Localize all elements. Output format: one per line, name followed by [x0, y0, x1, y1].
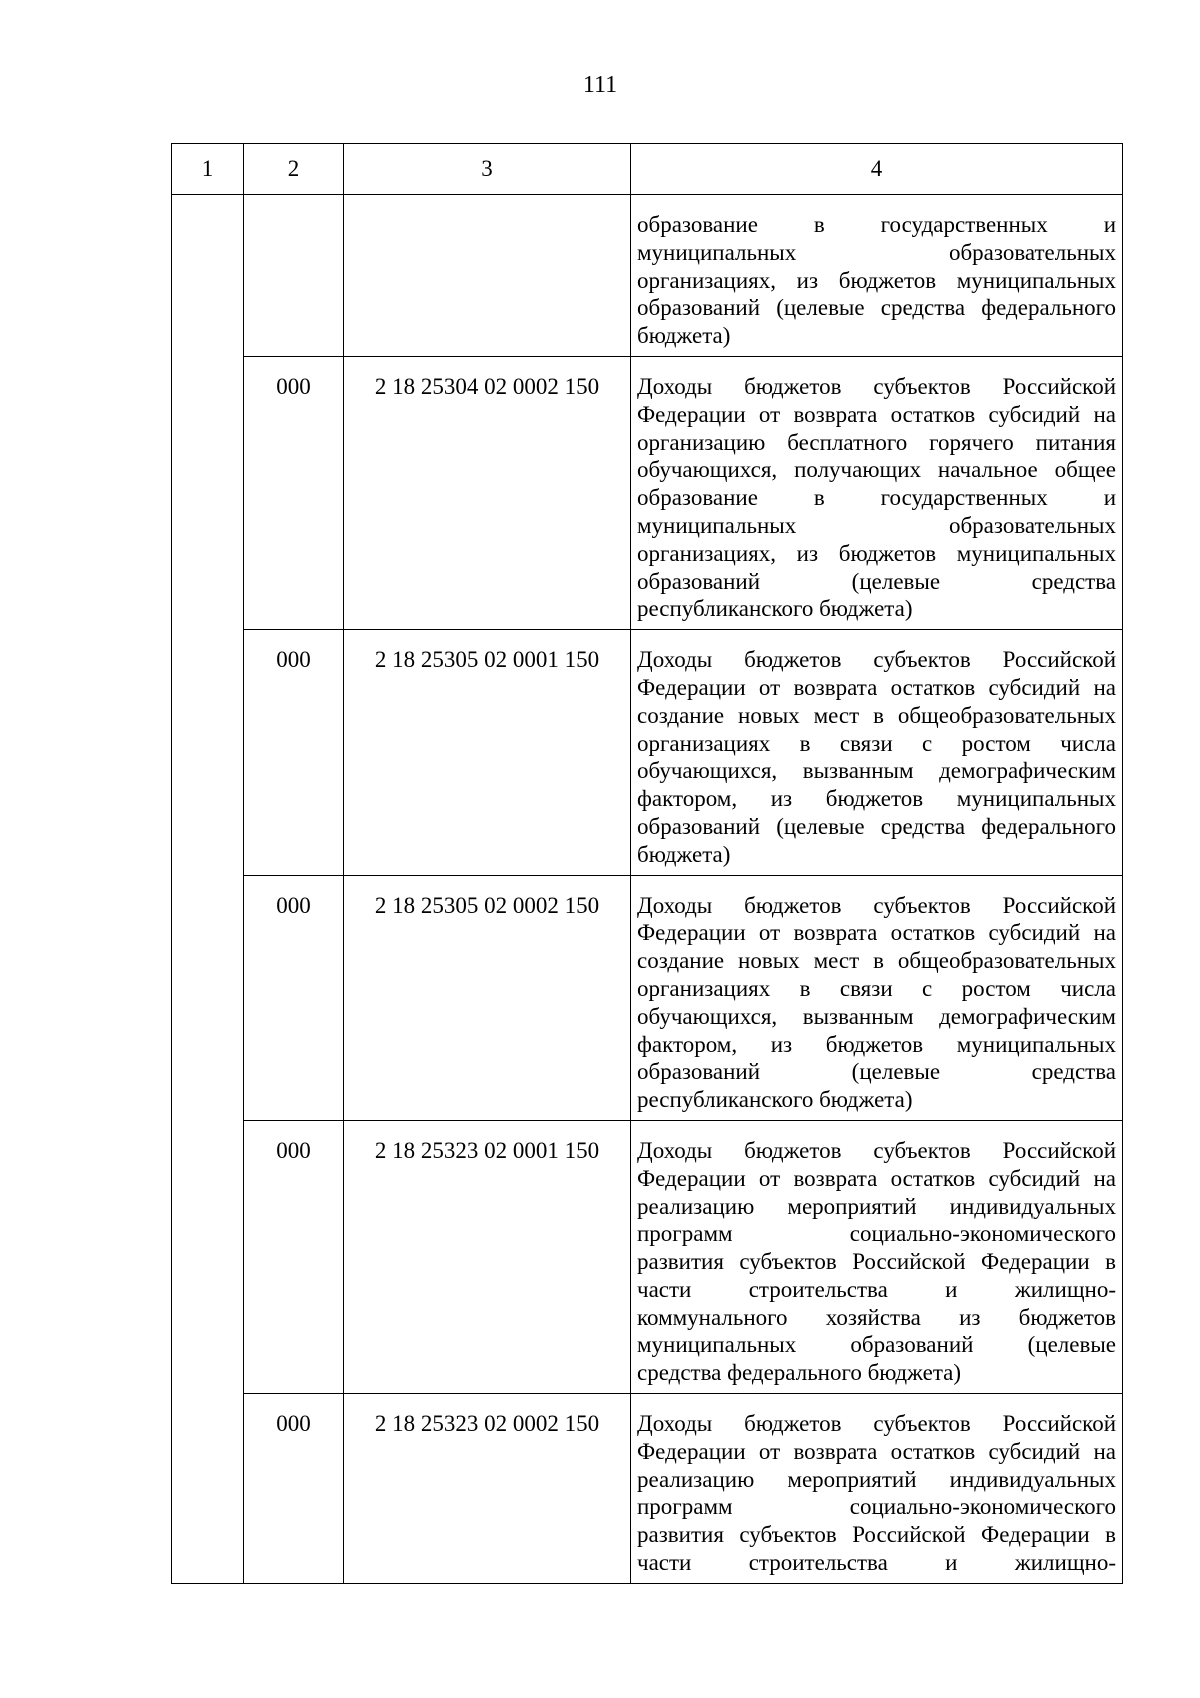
description-line: части строительства и жилищно-	[637, 1276, 1116, 1302]
description-line: образование в государственных и	[637, 485, 1116, 511]
description-cell	[631, 875, 1123, 1120]
budget-code-cell: 2 18 25323 02 0002 150	[344, 1394, 631, 1584]
description-line: образований (целевые средства	[637, 1059, 1116, 1085]
description-line: образований (целевые средства	[637, 568, 1116, 594]
description-line: развития субъектов Российской Федерации в	[637, 1249, 1116, 1275]
description-line: Федерации от возврата остатков субсидий на	[637, 920, 1116, 946]
description-line: муниципальных образований (целевые	[637, 1332, 1116, 1358]
budget-code-cell	[344, 195, 631, 357]
budget-code-cell: 2 18 25323 02 0001 150	[344, 1120, 631, 1393]
budget-code-cell: 2 18 25305 02 0002 150	[344, 875, 631, 1120]
table-row	[172, 875, 1123, 1120]
col1-cell	[172, 195, 244, 1584]
description-line: Федерации от возврата остатков субсидий на	[637, 1438, 1116, 1464]
description-line: создание новых мест в общеобразовательных	[637, 948, 1116, 974]
admin-code-cell: 000	[244, 1394, 344, 1584]
description-line: создание новых мест в общеобразовательных	[637, 702, 1116, 728]
description-line: Доходы бюджетов субъектов Российской	[637, 892, 1116, 918]
description-line: Федерации от возврата остатков субсидий на	[637, 1165, 1116, 1191]
description-line: бюджета)	[637, 323, 731, 349]
admin-code-cell: 000	[244, 630, 344, 875]
page-number: 111	[582, 72, 618, 98]
table-row	[172, 195, 1123, 357]
budget-code-cell: 2 18 25305 02 0001 150	[344, 630, 631, 875]
description-line: коммунального хозяйства из бюджетов	[637, 1304, 1116, 1330]
description-line: обучающихся, получающих начальное общее	[637, 457, 1116, 483]
budget-code-cell: 2 18 25304 02 0002 150	[344, 356, 631, 629]
description-line: бюджета)	[637, 841, 731, 867]
description-line: программ социально-экономического	[637, 1494, 1116, 1520]
header-col-3: 3	[344, 144, 631, 195]
description-line: Федерации от возврата остатков субсидий на	[637, 674, 1116, 700]
description-line: средства федерального бюджета)	[637, 1360, 962, 1386]
admin-code-cell	[244, 195, 344, 357]
description-line: Доходы бюджетов субъектов Российской	[637, 373, 1116, 399]
description-line: фактором, из бюджетов муниципальных	[637, 786, 1116, 812]
description-line: образований (целевые средства федерального	[637, 813, 1116, 839]
description-line: организациях, из бюджетов муниципальных	[637, 540, 1116, 566]
description-line: организациях в связи с ростом числа	[637, 730, 1116, 756]
table-row	[172, 356, 1123, 629]
description-line: части строительства и жилищно-	[637, 1550, 1116, 1576]
description-cell	[631, 356, 1123, 629]
description-line: организацию бесплатного горячего питания	[637, 429, 1116, 455]
table-body	[172, 195, 1123, 1584]
description-line: обучающихся, вызванным демографическим	[637, 1003, 1116, 1029]
table-row	[172, 630, 1123, 875]
description-line: образование в государственных и	[637, 212, 1116, 237]
header-col-2: 2	[244, 144, 344, 195]
description-line: обучающихся, вызванным демографическим	[637, 758, 1116, 784]
description-cell	[631, 630, 1123, 875]
description-line: муниципальных образовательных	[637, 239, 1116, 265]
description-line: фактором, из бюджетов муниципальных	[637, 1031, 1116, 1057]
header-col-1: 1	[172, 144, 244, 195]
description-cell	[631, 1120, 1123, 1393]
description-cell	[631, 195, 1123, 357]
admin-code-cell: 000	[244, 1120, 344, 1393]
table-header-row	[172, 144, 1123, 195]
description-line: реализацию мероприятий индивидуальных	[637, 1466, 1116, 1492]
description-line: Доходы бюджетов субъектов Российской	[637, 647, 1116, 673]
table-row	[172, 1120, 1123, 1393]
admin-code-cell: 000	[244, 875, 344, 1120]
description-line: реализацию мероприятий индивидуальных	[637, 1193, 1116, 1219]
description-cell	[631, 1394, 1123, 1584]
description-line: развития субъектов Российской Федерации в	[637, 1522, 1116, 1548]
admin-code-cell: 000	[244, 356, 344, 629]
description-line: образований (целевые средства федерального	[637, 295, 1116, 321]
description-line: республиканского бюджета)	[637, 1087, 913, 1113]
description-line: Доходы бюджетов субъектов Российской	[637, 1411, 1116, 1437]
description-line: муниципальных образовательных	[637, 512, 1116, 538]
description-line: Доходы бюджетов субъектов Российской	[637, 1137, 1116, 1163]
budget-classification-table	[171, 143, 1123, 1584]
description-line: Федерации от возврата остатков субсидий на	[637, 401, 1116, 427]
description-line: организациях в связи с ростом числа	[637, 975, 1116, 1001]
description-line: республиканского бюджета)	[637, 596, 913, 622]
header-col-4: 4	[631, 144, 1123, 195]
table-row	[172, 1394, 1123, 1584]
description-line: организациях, из бюджетов муниципальных	[637, 267, 1116, 293]
description-line: программ социально-экономического	[637, 1221, 1116, 1247]
